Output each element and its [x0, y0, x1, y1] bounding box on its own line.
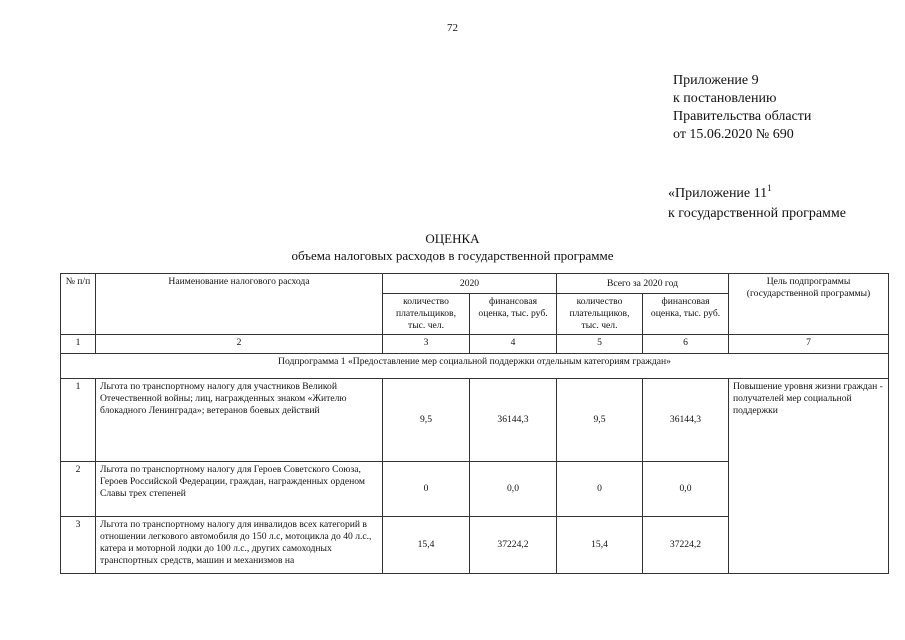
- appendix-program-text: «Приложение 11: [668, 186, 768, 201]
- title-sub: объема налоговых расходов в государственной программе: [291, 248, 614, 263]
- table-row: [61, 379, 889, 462]
- row-goal: Повышение уровня жизни граждан - получателей мер социальной поддержки: [729, 379, 889, 574]
- subprogram-title: Подпрограмма 1 «Предоставление мер социальной поддержки отдельным категориям граждан»: [61, 354, 889, 379]
- row-name: Льгота по транспортному налогу для Героев Советского Союза, Героев Российской Федерации, граждан, награжденных орденом Славы трех степеней: [96, 462, 383, 517]
- row-name: Льгота по транспортному налогу для участников Великой Отечественной войны; лиц, награжденных знаком «Жителю блокадного Ленинграда»; ветеранов боевых действий: [96, 379, 383, 462]
- appendix-line: к постановлению: [673, 91, 777, 106]
- column-number: 6: [643, 335, 729, 354]
- row-count-2020: 9,5: [383, 379, 470, 462]
- row-fin-2020: 36144,3: [470, 379, 557, 462]
- column-number: 1: [61, 335, 96, 354]
- row-count-total: 0: [557, 462, 643, 517]
- header-fin: финансовая оценка, тыс. руб.: [470, 294, 557, 335]
- column-number: 7: [729, 335, 889, 354]
- header-num: № п/п: [61, 274, 96, 335]
- row-fin-total: 37224,2: [643, 517, 729, 574]
- row-fin-2020: 37224,2: [470, 517, 557, 574]
- appendix-program-block: [668, 178, 846, 224]
- row-count-2020: 15,4: [383, 517, 470, 574]
- appendix-superscript: 1: [767, 183, 772, 193]
- row-fin-total: 0,0: [643, 462, 729, 517]
- appendix-block: [673, 72, 811, 144]
- header-fin: финансовая оценка, тыс. руб.: [643, 294, 729, 335]
- tax-expenditure-table: [60, 273, 889, 574]
- row-num: 3: [61, 517, 96, 574]
- column-number: 5: [557, 335, 643, 354]
- row-fin-2020: 0,0: [470, 462, 557, 517]
- row-fin-total: 36144,3: [643, 379, 729, 462]
- appendix-program-line: [668, 178, 846, 204]
- appendix-line: от 15.06.2020 № 690: [673, 127, 794, 142]
- header-count: количество плательщиков, тыс. чел.: [557, 294, 643, 335]
- title-main: ОЦЕНКА: [425, 231, 480, 246]
- row-count-total: 15,4: [557, 517, 643, 574]
- header-total-2020: Всего за 2020 год: [557, 274, 729, 294]
- row-count-2020: 0: [383, 462, 470, 517]
- column-number: 2: [96, 335, 383, 354]
- row-num: 1: [61, 379, 96, 462]
- appendix-line: Приложение 9: [673, 73, 759, 88]
- header-count: количество плательщиков, тыс. чел.: [383, 294, 470, 335]
- appendix-program-line: к государственной программе: [668, 206, 846, 221]
- document-title: [0, 230, 905, 264]
- row-count-total: 9,5: [557, 379, 643, 462]
- header-2020: 2020: [383, 274, 557, 294]
- column-numbers-row: [61, 335, 889, 354]
- column-number: 4: [470, 335, 557, 354]
- row-name: Льгота по транспортному налогу для инвалидов всех категорий в отношении легкового автомобиля до 150 л.с, мотоцикла до 40 л.с., катера и моторной лодки до 100 л.с., других самоходных транспортных средств, машин и механизмов на: [96, 517, 383, 574]
- row-num: 2: [61, 462, 96, 517]
- appendix-line: Правительства области: [673, 109, 812, 124]
- column-number: 3: [383, 335, 470, 354]
- subprogram-row: [61, 354, 889, 379]
- page-number: 72: [447, 22, 458, 34]
- header-goal: Цель подпрограммы (государственной программы): [729, 274, 889, 335]
- header-name: Наименование налогового расхода: [96, 274, 383, 335]
